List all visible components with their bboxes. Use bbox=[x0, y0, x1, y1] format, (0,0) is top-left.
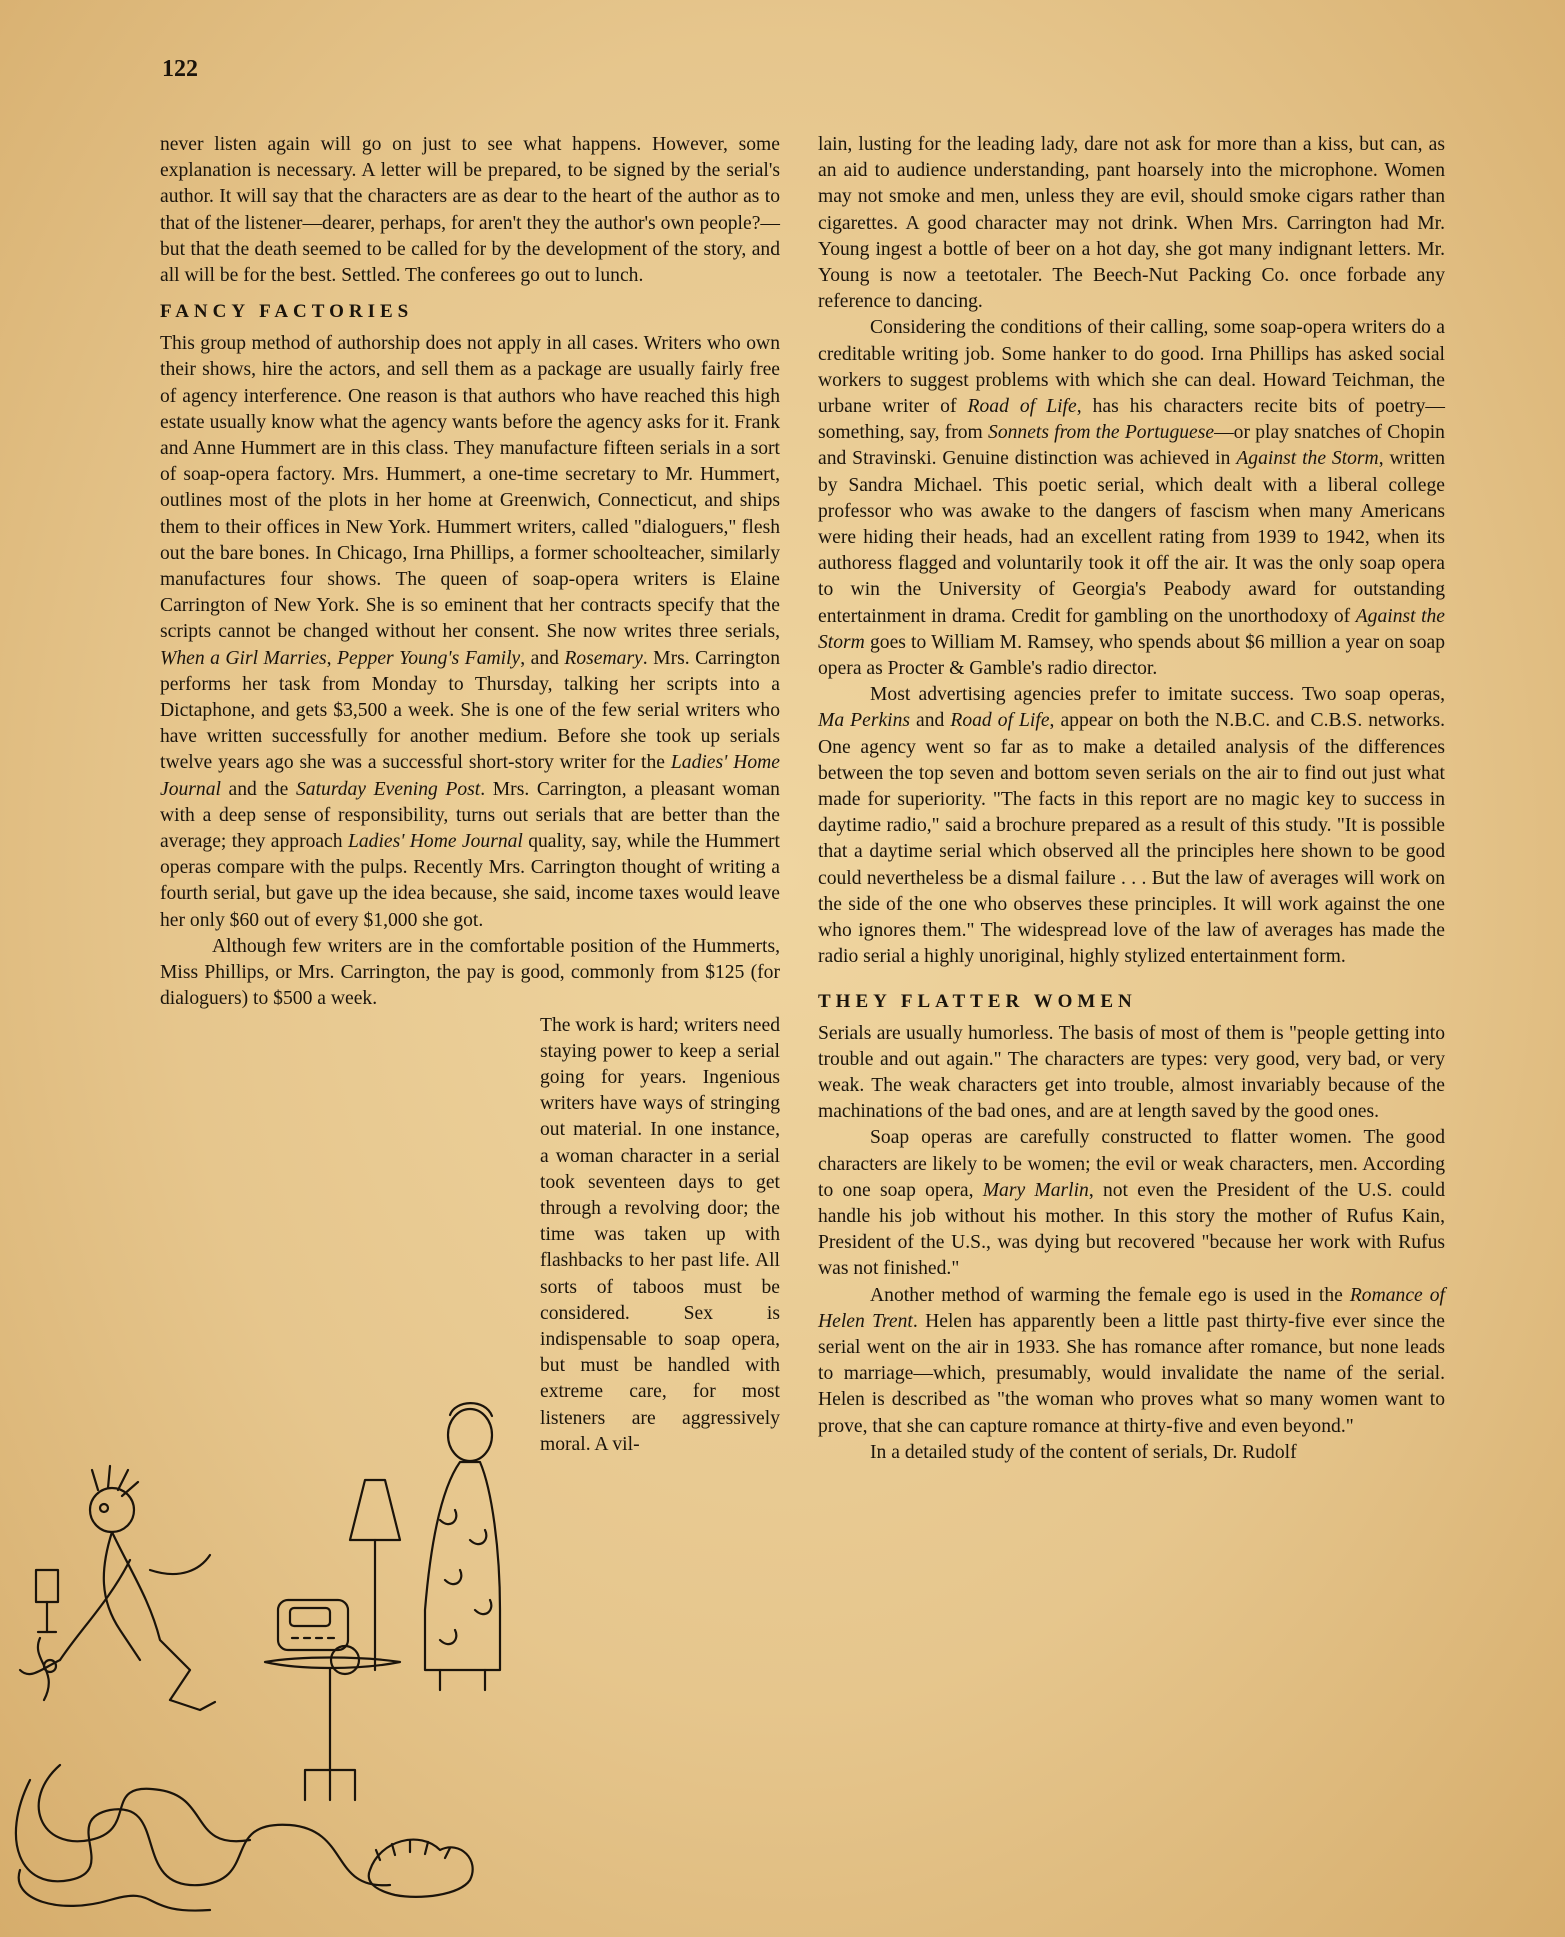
paragraph-beside-illustration: The work is hard; writers need staying power to keep a serial going for years. Ingenious writers have ways of stringing out material. In one instance, a woman character in a serial took seventeen days to get through a revolving door; the time was taken up with flashbacks to her past life. All sorts of taboos must be considered. Sex is indispensable to soap opera, but must be handled with extreme care, for most listeners are aggressively moral. A vil- bbox=[540, 1014, 780, 1455]
right-column bbox=[818, 132, 1445, 1466]
serial-title: Against the Storm bbox=[1236, 448, 1379, 470]
man-head bbox=[90, 1488, 134, 1532]
paragraph: Serials are usually humorless. The basis of most of them is "people getting into trouble and out again." The characters are types: very good, very bad, or very weak. The weak characters get into trouble, almost invariably because of the machinations of the bad ones, and are at length saved by the good ones. bbox=[818, 1022, 1445, 1123]
serial-title: Mary Marlin bbox=[982, 1179, 1089, 1201]
cartoon-illustration bbox=[0, 1370, 520, 1930]
paragraph: Another method of warming the female ego is used in the Romance of Helen Trent. Helen has apparently been a little past thirty-five ever since the serial went on the air in 1933. She has romance after romance, but none leads to marriage—which, presumably, would invalidate the name of the serial. Helen is described as "the woman who proves what so many women want to prove, that she can capture romance at thirty-five and even beyond." bbox=[818, 1284, 1445, 1437]
section-heading-they-flatter-women: THEY FLATTER WOMEN bbox=[818, 990, 1137, 1012]
woman-head bbox=[448, 1409, 492, 1461]
page-number: 122 bbox=[162, 56, 198, 82]
paragraph: Although few writers are in the comfortable position of the Hummerts, Miss Phillips, or Mrs. Carrington, the pay is good, commonly from $125 (for dialoguers) to $500 a week. bbox=[160, 935, 780, 1010]
paragraph: never listen again will go on just to see what happens. However, some explanation is necessary. A letter will be prepared, to be signed by the serial's author. It will say that the characters are as dear to the heart of the author as to that of the listener—dearer, perhaps, for aren't they the author's own people?—but that the death seemed to be called for by the development of the story, and all will be for the best. Settled. The conferees go out to lunch. bbox=[160, 134, 780, 287]
serial-title: Road of Life bbox=[950, 710, 1050, 732]
section-heading-fancy-factories: FANCY FACTORIES bbox=[160, 301, 414, 323]
floor-lamp-icon bbox=[350, 1480, 400, 1540]
magazine-title: Saturday Evening Post bbox=[295, 778, 481, 800]
paragraph: Most advertising agencies prefer to imitate success. Two soap operas, Ma Perkins and Road of Life, appear on both the N.B.C. and C.B.S. networks. One agency went so far as to make a detailed analysis of the differences between the top seven and bottom seven serials on the air to find out just what made for superiority. "The facts in this report are no magic key to success in daytime radio," said a brochure prepared as a result of this study. "It is possible that a daytime serial which observed all the principles here shown to be good could nevertheless be a dismal failure . . . But the law of averages will work on the side of the one who observes these principles. It will work against the one who ignores them." The widespread love of the law of averages has made the radio serial a highly unoriginal, highly stylized entertainment form. bbox=[818, 684, 1445, 968]
magazine-title: Ladies' Home Journal bbox=[160, 752, 780, 800]
serial-title: Road of Life bbox=[967, 396, 1077, 418]
serial-title: When a Girl Marries bbox=[160, 647, 327, 669]
serial-title: Pepper Young's Family bbox=[337, 647, 521, 669]
left-column bbox=[160, 132, 780, 1458]
dog-figure bbox=[369, 1840, 473, 1897]
woman-dress bbox=[425, 1462, 500, 1670]
paragraph: This group method of authorship does not apply in all cases. Writers who own their shows, hire the actors, and sell them as a package are usually fairly free of agency interference. One reason is that authors who have reached this high estate usually know what the agency wants before the agency asks for it. Frank and Anne Hummert are in this class. They manufacture fifteen serials in a sort of soap-opera factory. Mrs. Hummert, a one-time secretary to Mr. Hummert, outlines most of the plots in her home at Greenwich, Connecticut, and ships them to their offices in New York. Hummert writers, called "dialoguers," flesh out the bare bones. In Chicago, Irna Phillips, a former schoolteacher, similarly manufactures four shows. The queen of soap-opera writers is Elaine Carrington of New York. She is so eminent that her contracts specify that the scripts cannot be changed without her consent. She now writes three serials, When a Girl Marries, Pepper Young's Family, and Rosemary. Mrs. Carrington performs her task from Monday to Thursday, talking her scripts into a Dictaphone, and gets $3,500 a week. She is one of the few serial writers who have written successfully for another medium. Before she took up serials twelve years ago she was a successful short-story writer for the Ladies' Home Journal and the Saturday Evening Post. Mrs. Carrington, a pleasant woman with a deep sense of responsibility, turns out serials that are better than the average; they approach Ladies' Home Journal quality, say, while the Hummert operas compare with the pulps. Recently Mrs. Carrington thought of writing a fourth serial, but gave up the idea because, she said, income taxes would leave her only $60 out of every $1,000 she got. bbox=[160, 333, 780, 931]
wall-lamp-icon bbox=[36, 1570, 58, 1602]
paragraph: lain, lusting for the leading lady, dare not ask for more than a kiss, but can, as an aid to audience understanding, pant hoarsely into the microphone. Women may not smoke and men, unless they are evil, should smoke cigars rather than cigarettes. A good character may not drink. When Mrs. Carrington had Mr. Young ingest a bottle of beer on a hot day, she got many indignant letters. Mr. Young is now a teetotaler. The Beech-Nut Packing Co. once forbade any reference to dancing. bbox=[818, 134, 1445, 313]
paragraph: Soap operas are carefully constructed to flatter women. The good characters are likely to be women; the evil or weak characters, men. According to one soap opera, Mary Marlin, not even the President of the U.S. could handle his job without his mother. In this story the mother of Rufus Kain, President of the U.S., was dying but recovered "because her work with Rufus was not finished." bbox=[818, 1127, 1445, 1280]
tangled-cord bbox=[16, 1780, 390, 1885]
paragraph: Considering the conditions of their calling, some soap-opera writers do a creditable writing job. Some hanker to do good. Irna Phillips has asked social workers to suggest problems with which she can deal. Howard Teichman, the urbane writer of Road of Life, has his characters recite bits of poetry—something, say, from Sonnets from the Portuguese—or play snatches of Chopin and Stravinski. Genuine distinction was achieved in Against the Storm, written by Sandra Michael. This poetic serial, which dealt with a liberal college professor who was awake to the dangers of fascism when many Americans were hiding their heads, had an excellent rating from 1939 to 1942, when its authoress flagged and voluntarily took it off the air. It was the only soap opera to win the University of Georgia's Peabody award for outstanding entertainment in drama. Credit for gambling on the unorthodoxy of Against the Storm goes to William M. Ramsey, who spends about $6 million a year on soap opera as Procter & Gamble's radio director. bbox=[818, 317, 1446, 680]
book-title: Sonnets from the Portuguese bbox=[988, 422, 1215, 444]
serial-title: Romance of Helen Trent bbox=[818, 1284, 1445, 1332]
paragraph: In a detailed study of the content of serials, Dr. Rudolf bbox=[870, 1441, 1297, 1463]
serial-title: Rosemary bbox=[564, 647, 643, 669]
serial-title: Against the Storm bbox=[818, 605, 1446, 653]
man-body bbox=[112, 1532, 190, 1700]
serial-title: Ma Perkins bbox=[818, 710, 911, 732]
magazine-title: Ladies' Home Journal bbox=[347, 831, 523, 853]
